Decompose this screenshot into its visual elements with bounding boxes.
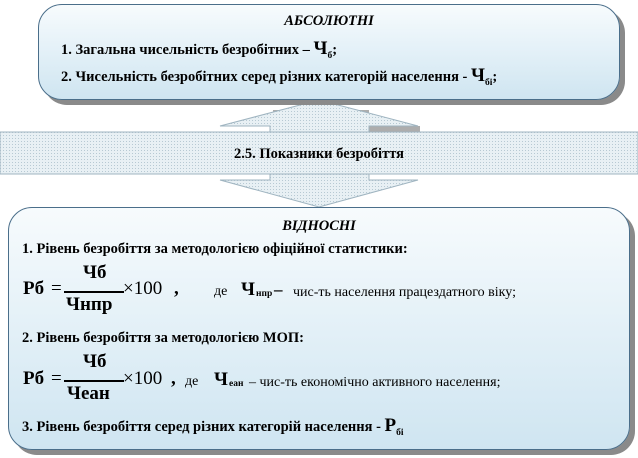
absolute-item-2 (61, 65, 497, 87)
formula-2-lhs: Рб (23, 368, 45, 389)
formula-2-denominator: Чеан (67, 383, 110, 404)
formula-2-symbol: Ч (214, 369, 228, 390)
formula-1-lhs: Рб (23, 278, 45, 299)
relative-item-3-sub: бі (396, 428, 404, 438)
absolute-heading: АБСОЛЮТНІ (284, 13, 374, 29)
formula-1-symbol: Ч (241, 279, 255, 300)
formula-1-dash: – (274, 280, 283, 299)
formula-1-mult: ×100 (123, 278, 163, 299)
formula-2-fraction-bar (64, 380, 124, 382)
absolute-item-2-end: ; (492, 69, 498, 85)
absolute-item-2-sub: бі (484, 78, 493, 88)
center-label: 2.5. Показники безробіття (234, 146, 404, 162)
absolute-item-2-symbol: Ч (471, 65, 485, 86)
relative-heading: ВІДНОСНІ (282, 218, 356, 234)
formula-1-comma: , (174, 278, 179, 299)
absolute-indicators-box (38, 4, 620, 100)
formula-1-numerator: Чб (83, 262, 107, 283)
absolute-item-1-text: 1. Загальна чисельність безробітних – (61, 42, 314, 58)
absolute-item-1 (61, 38, 337, 60)
formula-2-desc: – чис-ть економічно активного населення; (249, 375, 501, 390)
formula-1-eq: = (51, 278, 62, 299)
formula-2-mult: ×100 (123, 368, 163, 389)
absolute-item-1-symbol: Ч (313, 38, 328, 59)
absolute-item-1-sub: б (327, 51, 333, 61)
relative-indicators-box (8, 207, 630, 450)
formula-1-denominator: Чнпр (66, 294, 113, 315)
relative-item-1: 1. Рівень безробіття за методологією офіційної статистики: (22, 241, 408, 257)
formula-1-symbol-sub: нпр (256, 289, 273, 299)
down-arrow (220, 174, 418, 207)
formula-2-eq: = (51, 368, 62, 389)
formula-1-de: де (214, 284, 228, 299)
formula-1-desc: чис-ть населення працездатного віку; (293, 285, 516, 300)
formula-2-numerator: Чб (83, 351, 107, 372)
relative-item-3-symbol: Р (384, 415, 397, 436)
relative-item-3 (22, 415, 404, 437)
absolute-item-2-text: 2. Чисельність безробітних серед різних категорій населення - (61, 69, 471, 85)
formula-2-de: де (185, 374, 199, 389)
formula-2-symbol-sub: еан (229, 379, 244, 389)
absolute-item-1-end: ; (332, 42, 338, 58)
formula-1-fraction-bar (64, 291, 124, 293)
formula-2-comma: , (171, 368, 176, 389)
relative-item-2: 2. Рівень безробіття за методологією МОП: (22, 330, 304, 346)
relative-item-3-text: 3. Рівень безробіття серед різних категорій населення - (22, 419, 385, 435)
